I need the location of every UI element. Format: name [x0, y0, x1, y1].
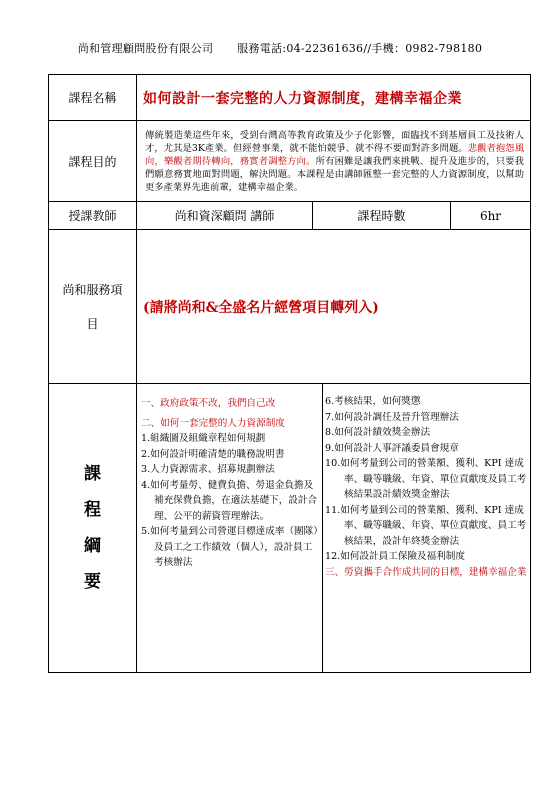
outline-item: 2.如何設計明確清楚的職務說明書: [141, 448, 285, 460]
outline-row: [49, 384, 531, 673]
outline-item: 3.人力資源需求、招募規劃辦法: [141, 464, 275, 475]
course-goal-label: 課程目的: [49, 121, 137, 202]
outline-label: [49, 384, 137, 673]
course-name-label: 課程名稱: [49, 75, 137, 121]
outline-label-char: 綱: [84, 536, 101, 556]
course-table: [48, 74, 531, 673]
outline-item: 6.考核結果，如何獎懲: [325, 396, 421, 407]
outline-label-char: 要: [84, 572, 101, 592]
goal-text-1: 傳統製造業這些年來，受到台灣高等教育政策及少子化影響，面臨找不到基層員工及技術人才，尤其是3K產業。但經營事業，就不能怕競爭、就不得不要面對許多問題。: [145, 129, 524, 154]
outline-item: 1.組織圖及組織章程如何規劃: [141, 433, 266, 444]
course-name-row: [49, 75, 531, 121]
hours-label: 課程時數: [313, 202, 451, 230]
contact-info: 服務電話:04-22361636//手機：0982-798180: [237, 42, 483, 55]
hours-value: 6hr: [451, 202, 531, 230]
outline-item: 7.如何設計調任及晉升管理辦法: [325, 411, 459, 423]
outline-item: 5.如何考量到公司營運目標達成率（團隊）及員工之工作績效（個人），設計員工考核辦法: [141, 526, 319, 568]
outline-content: [137, 384, 531, 673]
page-header: [0, 40, 560, 56]
instructor-row: [49, 202, 531, 230]
outline-item: 9.如何設計人事評議委員會規章: [325, 442, 459, 454]
instructor-label: 授課教師: [49, 202, 137, 230]
course-goal-text: [137, 121, 531, 202]
instructor-value: 尚和資深顧問 講師: [137, 202, 313, 230]
outline-right-column: [323, 384, 530, 672]
outline-item: 4.如何考量勞、健費負擔、勞退金負擔及補充保費負擔，在適法基礎下，設計合理、公平的薪資管理辦法。: [141, 479, 318, 522]
services-placeholder: (請將尚和&全盛名片經營項目轉列入): [137, 230, 531, 384]
outline-section-1: 一、政府政策不改，我們自己改: [141, 398, 276, 409]
outline-section-3: 三、勞資攜手合作成共同的目標，建構幸福企業: [325, 566, 527, 578]
outline-item: 10.如何考量到公司的營業額、獲利、KPI 達成率、職等職級、年資、單位貢獻度及員工考核結果設計績效獎金辦法: [325, 458, 527, 500]
outline-label-char: 課: [84, 464, 101, 484]
outline-label-char: 程: [84, 500, 101, 520]
course-goal-row: [49, 121, 531, 202]
goal-text-2: 所有困難是讓我們來挑戰、提升及進步的，只要我們願意務實地面對問題，解決問題。本課程是由講師匯整一套完整的人力資源制度，以幫助更多產業界先進前輩，建構幸福企業。: [145, 155, 524, 193]
services-label-text: 尚和服務項目: [62, 282, 123, 331]
outline-item: 8.如何設計績效獎金辦法: [325, 427, 431, 438]
company-name: 尚和管理顧問股份有限公司: [77, 42, 214, 55]
outline-item: 11.如何考量到公司的營業額、獲利、KPI 達成率、職等職級、年資、單位貢獻度、員工考核結果，設計年終獎金辦法: [325, 504, 527, 547]
services-label: [49, 230, 137, 384]
outline-left-column: [137, 384, 323, 672]
services-row: [49, 230, 531, 384]
outline-section-2: 二、如何一套完整的人力資源制度: [141, 417, 285, 429]
goal-text-highlight: 悲觀者抱怨風向，樂觀者期待轉向，務實者調整方向。: [145, 142, 524, 167]
course-name-value: 如何設計一套完整的人力資源制度，建構幸福企業: [137, 75, 531, 121]
outline-item: 12.如何設計員工保險及福利制度: [325, 551, 465, 562]
